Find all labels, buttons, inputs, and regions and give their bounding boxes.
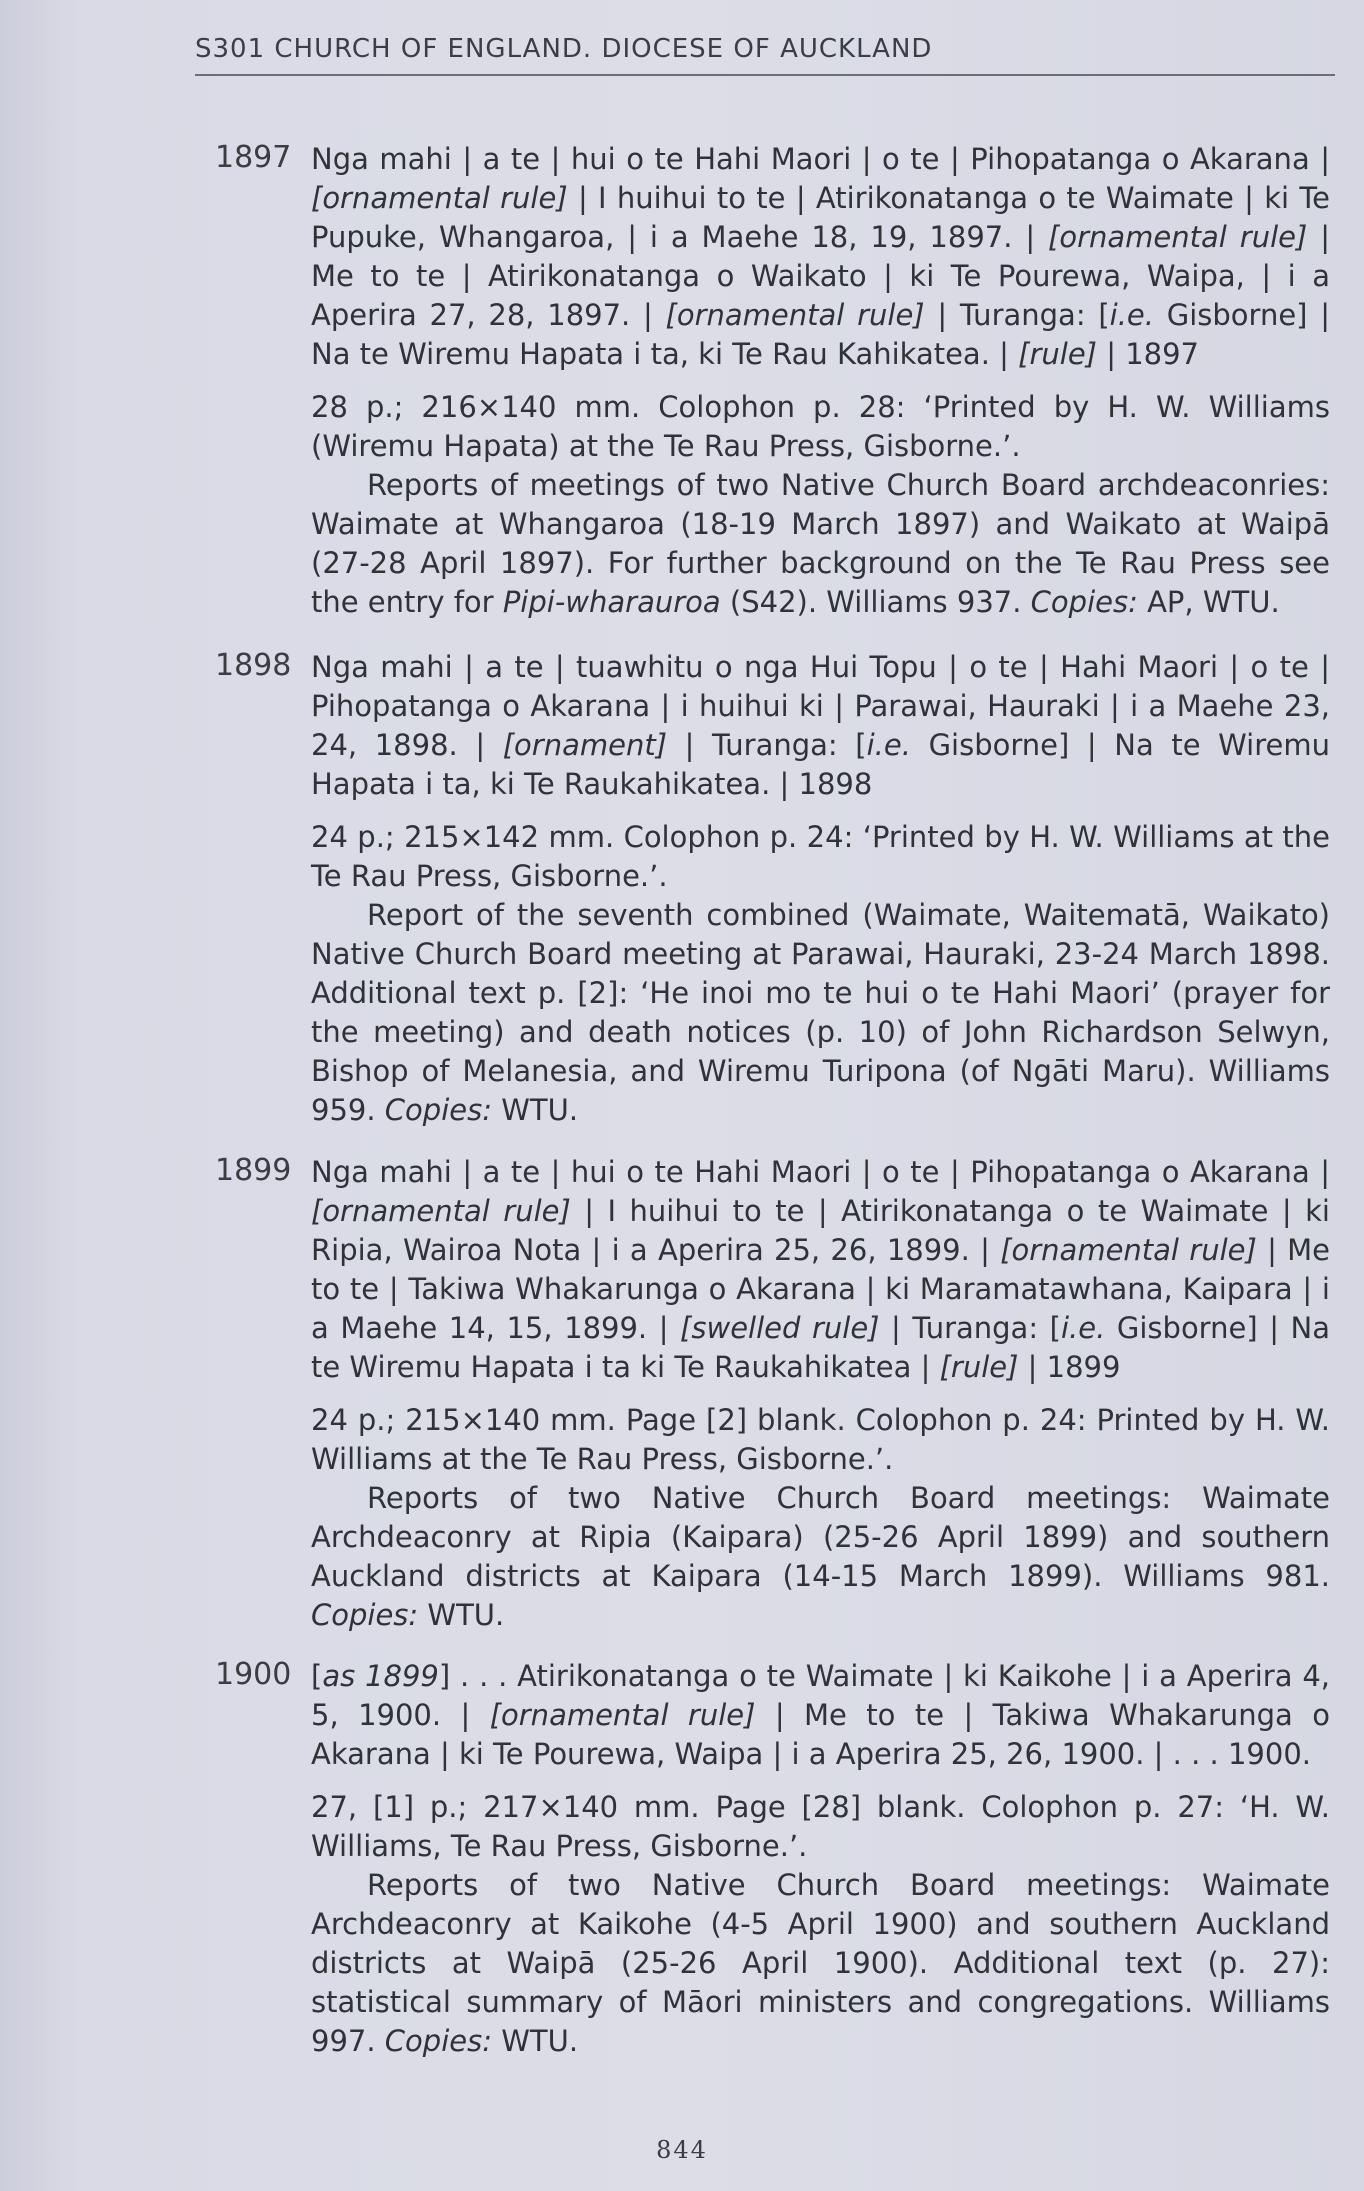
text-segment: | Turanga: [ [667,728,867,762]
italic-text-segment: [rule] [1018,337,1097,371]
text-segment: Nga mahi | a te | hui o te Hahi Maori | o te | Pihopatanga o Akarana | [311,142,1330,176]
entry-title [311,1153,1330,1387]
text-segment: Reports of two Native Church Board meetings: Waimate Archdeaconry at Ripia (Kaipara) (25-26 April 1899) and southern Auckland districts at Kaipara (14-15 March 1899). Williams 981. [311,1481,1330,1593]
text-segment: | 1897 [1096,337,1199,371]
entry-note [311,466,1330,622]
italic-text-segment: Pipi-wharauroa [502,585,721,619]
entry-note [311,1866,1330,2061]
text-segment: | Me to te | Atirikonatanga o Waikato | ki Te Pourewa, Waipa, | i a Aperira 27, 28, 1897. | [311,220,1330,332]
italic-text-segment: [ornamental rule] [311,1194,571,1228]
italic-text-segment: [ornamental rule] [489,1698,756,1732]
bibliography-entry [215,140,1330,622]
text-segment: | Turanga: [ [924,298,1110,332]
text-segment: | I huihui to te | Atirikonatanga o te Waimate | ki Ripia, Wairoa Nota | i a Aperira 25, 26, 1899. | [311,1194,1330,1267]
entry-physical-description [311,1788,1330,1866]
text-segment: Gisborne] | Na te Wiremu Hapata i ta ki Te Raukahikatea | [311,1311,1330,1384]
italic-text-segment: [ornamental rule] [665,298,925,332]
italic-text-segment: i.e. [1109,298,1154,332]
entry-title [311,648,1330,804]
running-header: S301 CHURCH OF ENGLAND. DIOCESE OF AUCKLAND [195,34,1335,76]
text-segment: Gisborne] | Na te Wiremu Hapata i ta, ki Te Raukahikatea. | 1898 [311,728,1330,801]
text-segment: Nga mahi | a te | tuawhitu o nga Hui Topu | o te | Hahi Maori | o te | Pihopatanga o Akarana | i huihui ki | Parawai, Hauraki | i a Maehe 23, 24, 1898. | [311,650,1330,762]
italic-text-segment: [swelled rule] [680,1311,880,1345]
text-segment: | I huihui to te | Atirikonatanga o te Waimate | ki Te Pupuke, Whangaroa, | i a Maehe 18, 19, 1897. | [311,181,1330,254]
bibliography-entry [215,1153,1330,1635]
italic-text-segment: Copies: [384,1093,492,1127]
italic-text-segment: [ornament] [502,728,668,762]
entry-year: 1898 [215,648,292,683]
page-number: 844 [656,2136,708,2164]
text-segment: Nga mahi | a te | hui o te Hahi Maori | o te | Pihopatanga o Akarana | [311,1155,1330,1189]
entry-year: 1900 [215,1657,292,1692]
italic-text-segment: i.e. [1060,1311,1106,1345]
entry-title [311,140,1330,374]
entry-physical-description [311,388,1330,466]
text-segment: | 1899 [1018,1350,1121,1384]
entry-physical-description [311,1401,1330,1479]
entry-title [311,1657,1330,1774]
italic-text-segment: [rule] [939,1350,1019,1384]
bibliography-entry [215,648,1330,1130]
text-segment: WTU. [491,1093,579,1127]
text-segment: AP, WTU. [1137,585,1280,619]
text-segment: | Me to te | Takiwa Whakarunga o Akarana | ki Maramatawhana, Kaipara | i a Maehe 14, 15, 1899. | [311,1233,1330,1345]
text-segment: WTU. [491,2024,579,2058]
text-segment: [ [311,1659,323,1693]
text-segment: 24 p.; 215×140 mm. Page [2] blank. Colophon p. 24: Printed by H. W. Williams at the Te Rau Press, Gisborne.’. [311,1403,1330,1476]
text-segment: Gisborne] | Na te Wiremu Hapata i ta, ki Te Rau Kahikatea. | [311,298,1331,371]
entry-year: 1897 [215,140,292,175]
text-segment: ] . . . Atirikonatanga o te Waimate | ki Kaikohe | i a Aperira 4, 5, 1900. | [311,1659,1330,1732]
text-segment: Reports of meetings of two Native Church Board archdeaconries: Waimate at Whangaroa (18-19 March 1897) and Waikato at Waipā (27-28 April 1897). For further background on the Te Rau Press see the entry for [311,468,1330,619]
italic-text-segment: Copies: [311,1598,419,1632]
bibliography-entry [215,1657,1330,2061]
entry-year: 1899 [215,1153,292,1188]
text-segment: 24 p.; 215×142 mm. Colophon p. 24: ‘Printed by H. W. Williams at the Te Rau Press, Gisborne.’. [311,820,1330,893]
italic-text-segment: Copies: [384,2024,492,2058]
text-segment: Reports of two Native Church Board meetings: Waimate Archdeaconry at Kaikohe (4-5 April 1900) and southern Auckland districts at Waipā (25-26 April 1900). Additional text (p. 27): statistical summary of Māori ministers and congregations. Williams 997. [311,1868,1330,2058]
text-segment: WTU. [418,1598,505,1632]
text-segment: Report of the seventh combined (Waimate, Waitematā, Waikato) Native Church Board meeting at Parawai, Hauraki, 23-24 March 1898. Additional text p. [2]: ‘He inoi mo te hui o te Hahi Maori’ (prayer for the meeting) and death notices (p. 10) of John Richardson Selwyn, Bishop of Melanesia, and Wiremu Turipona (of Ngāti Maru). Williams 959. [311,898,1330,1127]
italic-text-segment: Copies: [1030,585,1138,619]
text-segment: (S42). Williams 937. [720,585,1031,619]
italic-text-segment: [ornamental rule] [1048,220,1308,254]
entry-physical-description [311,818,1330,896]
italic-text-segment: as 1899 [322,1659,439,1693]
entry-note [311,1479,1330,1635]
text-segment: | Turanga: [ [879,1311,1061,1345]
text-segment: | Me to te | Takiwa Whakarunga o Akarana | ki Te Pourewa, Waipa | i a Aperira 25, 26, 1900. | . . . 1900. [311,1698,1330,1771]
italic-text-segment: i.e. [866,728,911,762]
italic-text-segment: [ornamental rule] [311,181,568,215]
text-segment: 28 p.; 216×140 mm. Colophon p. 28: ‘Printed by H. W. Williams (Wiremu Hapata) at the Te Rau Press, Gisborne.’. [311,390,1330,463]
entry-note [311,896,1330,1130]
text-segment: 27, [1] p.; 217×140 mm. Page [28] blank. Colophon p. 27: ‘H. W. Williams, Te Rau Press, Gisborne.’. [311,1790,1330,1863]
italic-text-segment: [ornamental rule] [1000,1233,1257,1267]
